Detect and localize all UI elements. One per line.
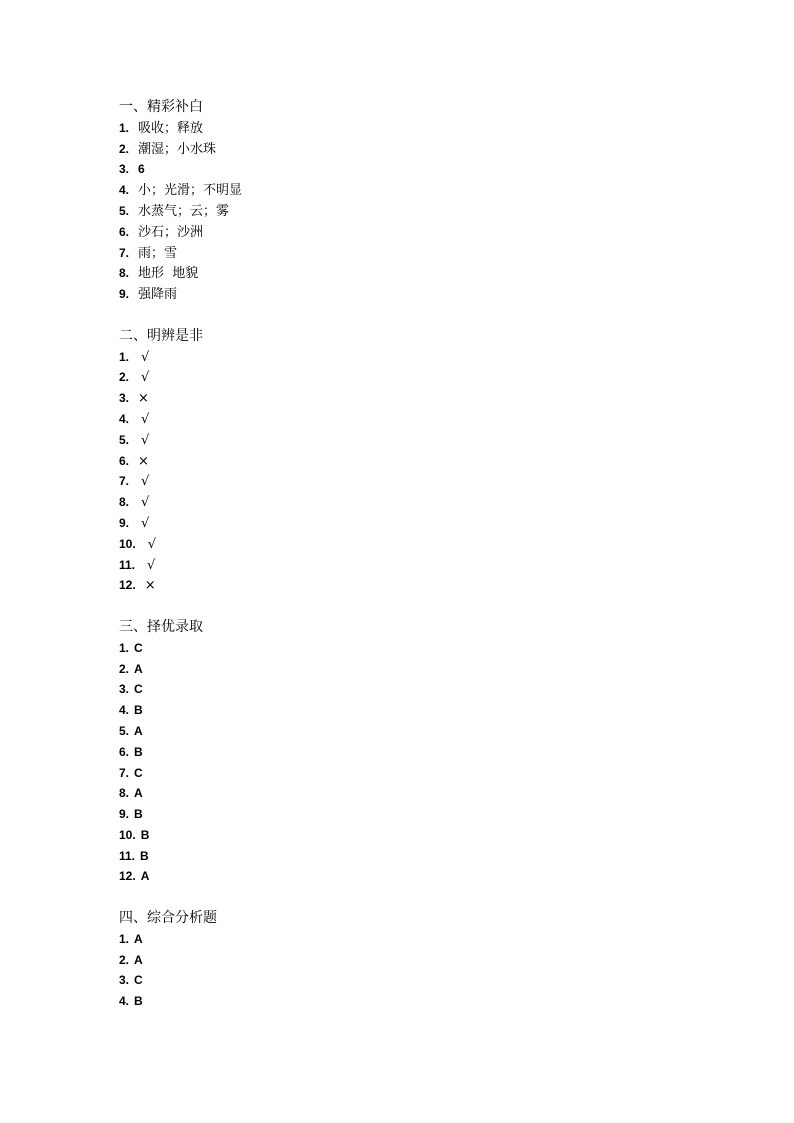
answer-item — [119, 284, 719, 305]
item-answer: 6 — [138, 162, 145, 177]
item-answer: A — [140, 869, 150, 884]
item-answer: A — [134, 661, 143, 676]
answer-item — [119, 347, 719, 368]
item-number: 6. — [119, 744, 130, 759]
item-number: 6. — [119, 224, 130, 239]
item-number: 3. — [119, 162, 130, 177]
answer-item — [119, 222, 719, 243]
item-number: 2. — [119, 661, 130, 676]
item-answer: B — [134, 703, 143, 718]
answer-item — [119, 409, 719, 430]
item-answer: 雨；雪 — [138, 245, 178, 261]
answer-item — [119, 118, 719, 139]
answer-item — [119, 243, 719, 264]
item-number: 6. — [119, 453, 130, 468]
answer-item — [119, 991, 719, 1012]
answer-item — [119, 804, 719, 825]
item-answer: × — [138, 453, 149, 469]
item-number: 9. — [119, 287, 130, 302]
section-fill-blank — [119, 97, 719, 305]
item-answer: A — [134, 786, 143, 801]
answer-item — [119, 950, 719, 971]
item-number: 10. — [119, 536, 136, 551]
item-number: 3. — [119, 973, 130, 988]
item-number: 4. — [119, 411, 130, 426]
section-title: 一、精彩补白 — [119, 99, 203, 115]
item-number: 8. — [119, 495, 130, 510]
answer-item — [119, 825, 719, 846]
item-number: 1. — [119, 640, 130, 655]
item-number: 4. — [119, 703, 130, 718]
item-number: 5. — [119, 203, 130, 218]
item-number: 3. — [119, 391, 130, 406]
answer-key — [119, 97, 719, 1012]
item-answer: √ — [141, 411, 150, 427]
item-answer: A — [134, 723, 143, 738]
answer-item — [119, 866, 719, 887]
item-answer: B — [140, 827, 150, 842]
answer-item — [119, 575, 719, 596]
answer-item — [119, 970, 719, 991]
item-answer: √ — [141, 495, 150, 511]
answer-item — [119, 659, 719, 680]
section-comprehensive-analysis — [119, 908, 719, 1012]
item-number: 1. — [119, 931, 130, 946]
item-answer: C — [134, 765, 143, 780]
answer-item — [119, 451, 719, 472]
item-answer: C — [134, 682, 143, 697]
item-answer: B — [134, 744, 143, 759]
answer-item — [119, 430, 719, 451]
item-answer: √ — [141, 370, 150, 386]
answer-item — [119, 139, 719, 160]
section-title: 四、综合分析题 — [119, 910, 217, 927]
item-answer: × — [144, 578, 156, 594]
item-answer: 潮湿；小水珠 — [138, 141, 217, 157]
item-number: 7. — [119, 765, 130, 780]
item-number: 9. — [119, 515, 130, 530]
item-answer: B — [140, 848, 149, 863]
item-number: 4. — [119, 183, 130, 198]
item-number: 5. — [119, 432, 130, 447]
item-number: 8. — [119, 266, 130, 281]
item-number: 2. — [119, 141, 130, 156]
item-answer: √ — [141, 474, 150, 490]
item-answer: 沙石；沙洲 — [138, 224, 204, 240]
answer-item — [119, 700, 719, 721]
item-answer: C — [134, 640, 143, 655]
section-title: 二、明辨是非 — [119, 327, 203, 344]
answer-item — [119, 471, 719, 492]
item-number: 12. — [119, 869, 136, 884]
item-answer: √ — [141, 432, 150, 448]
item-number: 9. — [119, 807, 130, 822]
answer-item — [119, 180, 719, 201]
item-number: 11. — [119, 557, 136, 572]
answer-item — [119, 388, 719, 409]
item-number: 5. — [119, 723, 130, 738]
answer-item — [119, 263, 719, 284]
answer-item — [119, 763, 719, 784]
answer-item — [119, 492, 719, 513]
item-answer: √ — [147, 536, 156, 552]
item-answer: 吸收；释放 — [138, 120, 204, 136]
answer-item — [119, 679, 719, 700]
item-number: 4. — [119, 994, 130, 1009]
section-true-false — [119, 326, 719, 596]
answer-item — [119, 367, 719, 388]
answer-item — [119, 159, 719, 180]
item-answer: √ — [141, 515, 150, 531]
item-answer: × — [138, 391, 149, 407]
item-answer: B — [134, 807, 143, 822]
answer-item — [119, 201, 719, 222]
answer-item — [119, 929, 719, 950]
item-answer: 小；光滑；不明显 — [138, 183, 243, 199]
item-answer: √ — [147, 557, 156, 573]
answer-item — [119, 846, 719, 867]
answer-item — [119, 513, 719, 534]
answer-item — [119, 534, 719, 555]
item-number: 2. — [119, 370, 130, 385]
answer-item — [119, 742, 719, 763]
item-answer: 水蒸气；云；雾 — [138, 203, 230, 219]
item-answer: √ — [141, 349, 150, 365]
item-number: 10. — [119, 827, 136, 842]
answer-item — [119, 783, 719, 804]
section-title: 三、择优录取 — [119, 618, 203, 635]
item-number: 7. — [119, 245, 130, 260]
answer-item — [119, 555, 719, 576]
item-answer: B — [134, 994, 143, 1009]
item-answer: C — [134, 973, 143, 988]
item-number: 1. — [119, 120, 130, 135]
item-answer: A — [134, 931, 143, 946]
section-multiple-choice — [119, 617, 719, 887]
item-number: 12. — [119, 578, 136, 593]
item-answer: 地形 地貌 — [138, 266, 199, 282]
item-answer: A — [134, 952, 143, 967]
item-number: 3. — [119, 682, 130, 697]
item-number: 2. — [119, 952, 130, 967]
item-number: 8. — [119, 786, 130, 801]
item-answer: 强降雨 — [138, 287, 178, 303]
answer-item — [119, 721, 719, 742]
item-number: 7. — [119, 474, 130, 489]
item-number: 11. — [119, 848, 136, 863]
item-number: 1. — [119, 349, 130, 364]
answer-item — [119, 638, 719, 659]
